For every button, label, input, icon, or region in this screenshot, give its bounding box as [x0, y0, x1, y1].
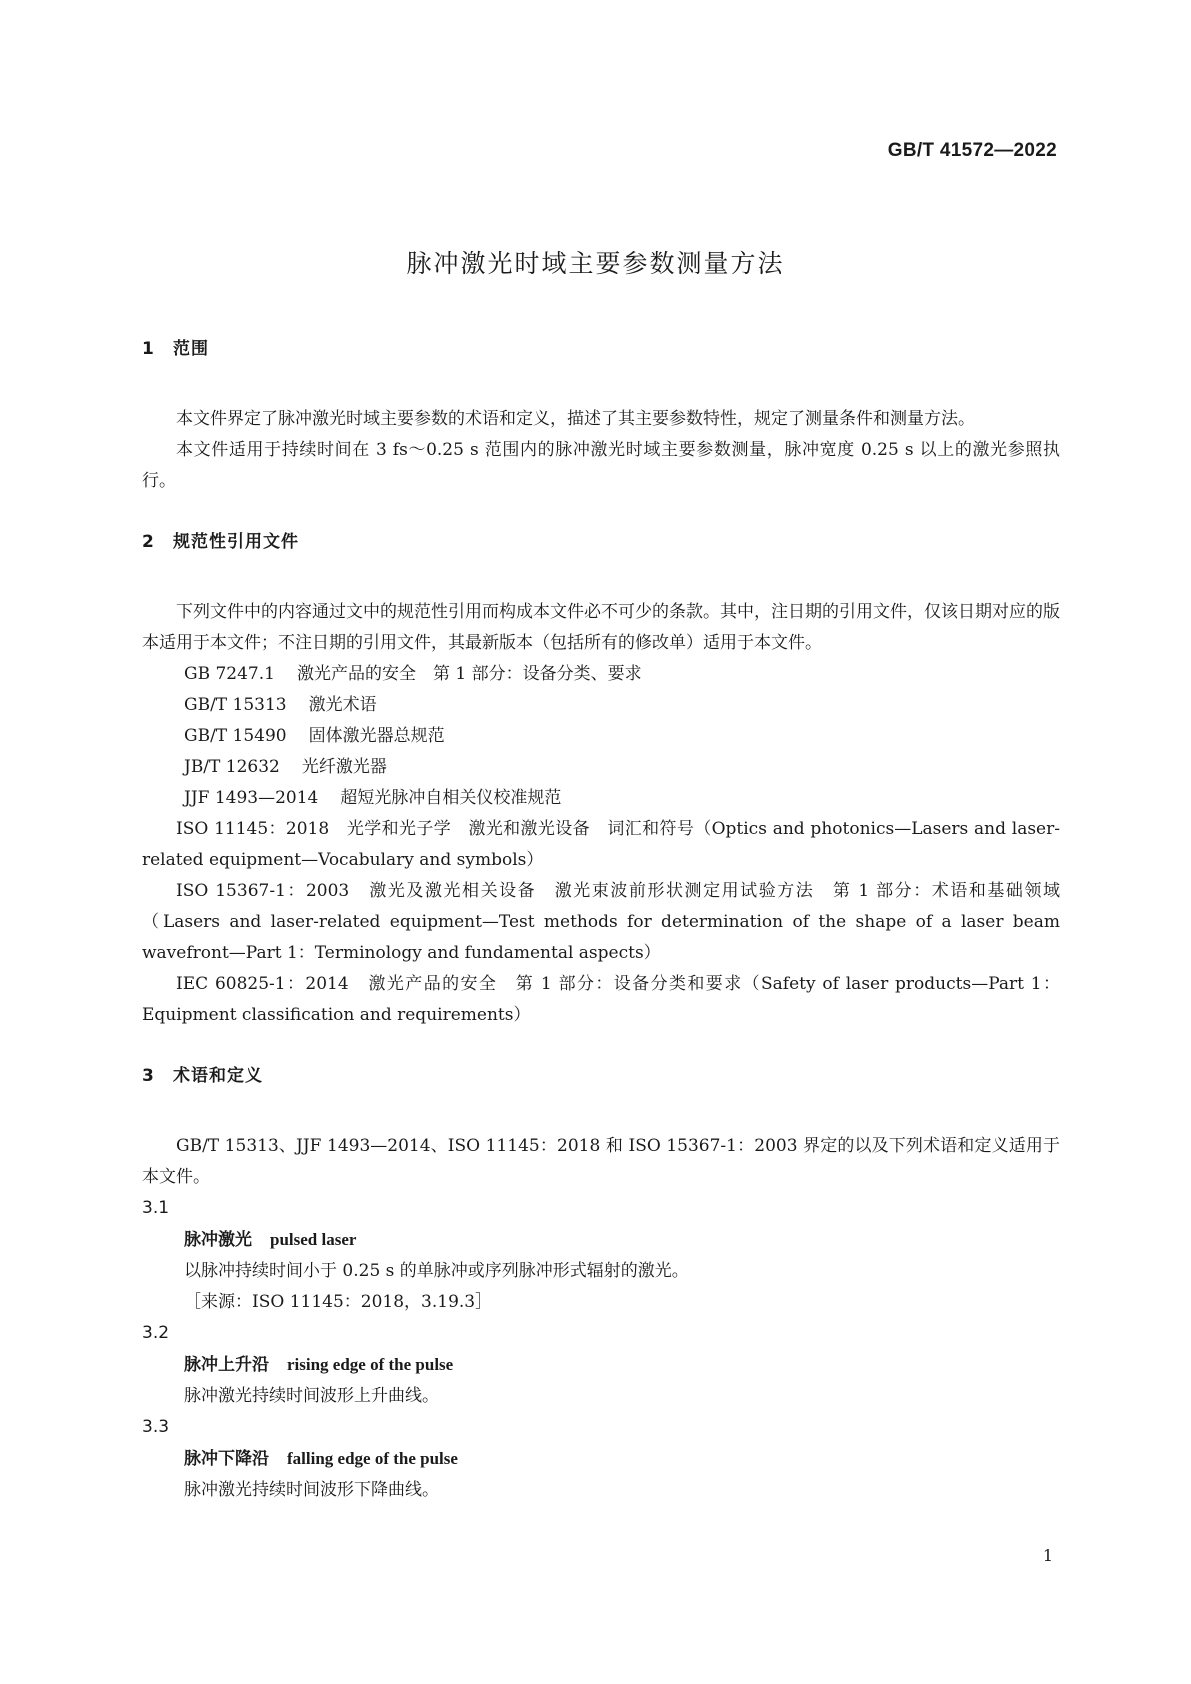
paragraph: 本文件界定了脉冲激光时域主要参数的术语和定义，描述了其主要参数特性，规定了测量条件和测量方法。	[176, 409, 975, 429]
reference-item-long: IEC 60825-1：2014 激光产品的安全 第 1 部分：设备分类和要求（Safety of laser products—Part 1：Equipment classification and requirements）	[142, 974, 1060, 1025]
term-number: 3.1	[142, 1198, 170, 1218]
reference-code: GB 7247.1	[184, 664, 275, 684]
term-name	[142, 1224, 1060, 1256]
reference-item	[142, 752, 1060, 783]
reference-title: 固体激光器总规范	[308, 726, 445, 746]
reference-code: GB/T 15313	[184, 695, 287, 715]
reference-title: 激光产品的安全 第 1 部分：设备分类、要求	[296, 664, 642, 684]
reference-code: JJF 1493—2014	[184, 788, 319, 808]
term-name	[142, 1349, 1060, 1381]
reference-item	[142, 659, 1060, 690]
term-name-en: pulsed laser	[270, 1230, 357, 1249]
term-name-zh: 脉冲上升沿	[184, 1355, 269, 1375]
section-2-heading	[142, 527, 1060, 558]
document-title: 脉冲激光时域主要参数测量方法	[406, 249, 785, 278]
section-1-heading	[142, 334, 1060, 365]
paragraph: 下列文件中的内容通过文中的规范性引用而构成本文件必不可少的条款。其中，注日期的引用文件，仅该日期对应的版本适用于本文件；不注日期的引用文件，其最新版本（包括所有的修改单）适用于本文件。	[142, 602, 1060, 653]
reference-item	[142, 721, 1060, 752]
term-name-zh: 脉冲下降沿	[184, 1449, 269, 1469]
term-name-en: rising edge of the pulse	[287, 1355, 454, 1374]
section-number: 3	[142, 1066, 155, 1086]
section-title: 范围	[173, 339, 209, 359]
term-number: 3.3	[142, 1417, 170, 1437]
term-definition: 脉冲激光持续时间波形上升曲线。	[184, 1386, 439, 1406]
reference-title: 光纤激光器	[301, 757, 387, 777]
reference-code: JB/T 12632	[184, 757, 280, 777]
reference-title: 超短光脉冲自相关仪校准规范	[340, 788, 562, 808]
reference-item	[142, 690, 1060, 721]
reference-item-long: ISO 11145：2018 光学和光子学 激光和激光设备 词汇和符号（Optics and photonics—Lasers and laser-related equipment—Vocabulary and symbols）	[142, 819, 1060, 870]
reference-item-long: ISO 15367-1：2003 激光及激光相关设备 激光束波前形状测定用试验方法 第 1 部分：术语和基础领域（Lasers and laser-related equipment—Test methods for determination of the shape of a laser beam wavefront—Part 1：Terminology and fundamental aspects）	[142, 881, 1060, 963]
standard-code: GB/T 41572—2022	[887, 140, 1057, 161]
term-definition: 以脉冲持续时间小于 0.25 s 的单脉冲或序列脉冲形式辐射的激光。	[184, 1261, 689, 1281]
term-definition: 脉冲激光持续时间波形下降曲线。	[184, 1480, 439, 1500]
term-number: 3.2	[142, 1323, 170, 1343]
section-number: 1	[142, 339, 155, 359]
term-name-en: falling edge of the pulse	[287, 1449, 458, 1468]
reference-title: 激光术语	[308, 695, 377, 715]
term-name	[142, 1443, 1060, 1475]
reference-code: GB/T 15490	[184, 726, 287, 746]
reference-item	[142, 783, 1060, 814]
section-title: 规范性引用文件	[173, 532, 299, 552]
section-3-heading	[142, 1061, 1060, 1092]
section-number: 2	[142, 532, 155, 552]
document-body	[142, 334, 1060, 1506]
paragraph: GB/T 15313、JJF 1493—2014、ISO 11145：2018 和 ISO 15367-1：2003 界定的以及下列术语和定义适用于本文件。	[142, 1136, 1060, 1187]
term-name-zh: 脉冲激光	[184, 1230, 252, 1250]
section-title: 术语和定义	[173, 1066, 263, 1086]
page-number: 1	[1042, 1546, 1053, 1565]
paragraph: 本文件适用于持续时间在 3 fs～0.25 s 范围内的脉冲激光时域主要参数测量，脉冲宽度 0.25 s 以上的激光参照执行。	[142, 440, 1060, 491]
term-source: ［来源：ISO 11145：2018，3.19.3］	[184, 1292, 493, 1312]
